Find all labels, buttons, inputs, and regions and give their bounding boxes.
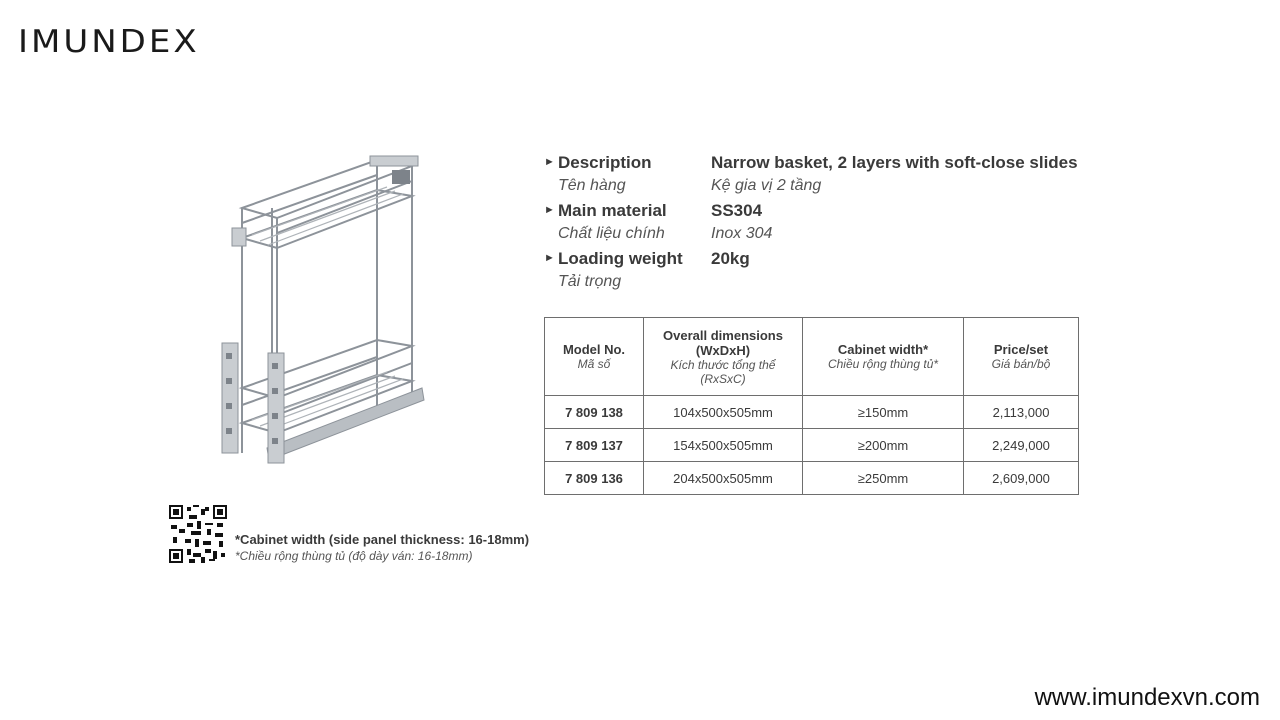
spec-value: Narrow basket, 2 layers with soft-close slides: [711, 153, 1078, 172]
spec-value-vi: Inox 304: [711, 225, 773, 242]
spec-label-vi: Tải trọng: [558, 273, 622, 290]
cell-price: 2,609,000: [964, 462, 1079, 495]
table-row: [545, 462, 1079, 495]
spec-label-vi: Tên hàng: [558, 177, 626, 194]
spec-list: [544, 152, 1104, 296]
cell-price: 2,249,000: [964, 429, 1079, 462]
spec-value: 20kg: [711, 249, 750, 268]
bullet-arrow-icon: ►: [544, 204, 555, 216]
bullet-arrow-icon: ►: [544, 156, 555, 168]
header-cabinet-width: Cabinet width* Chiều rộng thùng tủ*: [803, 318, 964, 396]
spec-value: SS304: [711, 201, 763, 220]
spec-weight: [544, 248, 1104, 272]
spec-label-vi: Chất liệu chính: [558, 225, 665, 242]
product-image: [212, 148, 442, 478]
footnote-en: *Cabinet width (side panel thickness: 16-18mm): [235, 532, 530, 547]
cell-cabinet-width: ≥150mm: [803, 396, 964, 429]
cell-cabinet-width: ≥200mm: [803, 429, 964, 462]
cell-cabinet-width: ≥250mm: [803, 462, 964, 495]
cell-model: 7 809 138: [545, 396, 644, 429]
cell-model: 7 809 136: [545, 462, 644, 495]
spec-label: Loading weight: [558, 249, 683, 268]
spec-label: Main material: [558, 201, 667, 220]
spec-description-vi: [544, 176, 1104, 200]
footnote-vi: *Chiều rộng thùng tủ (độ dày ván: 16-18mm): [235, 549, 473, 563]
cell-dimensions: 104x500x505mm: [644, 396, 803, 429]
header-model: Model No. Mã số: [545, 318, 644, 396]
spec-label: Description: [558, 153, 652, 172]
bullet-arrow-icon: ►: [544, 252, 555, 264]
spec-material-vi: [544, 224, 1104, 248]
cell-model: 7 809 137: [545, 429, 644, 462]
spec-material: [544, 200, 1104, 224]
brand-logo: IMUNDEX: [18, 23, 200, 61]
header-price: Price/set Giá bán/bộ: [964, 318, 1079, 396]
website-link[interactable]: www.imundexvn.com: [1034, 684, 1260, 711]
table-row: [545, 429, 1079, 462]
cell-dimensions: 154x500x505mm: [644, 429, 803, 462]
header-dimensions: Overall dimensions (WxDxH) Kích thước tổng thể (RxSxC): [644, 318, 803, 396]
footnote: [235, 532, 529, 563]
spec-value-vi: Kệ gia vị 2 tầng: [711, 177, 822, 194]
spec-description: [544, 152, 1104, 176]
table-header-row: [545, 318, 1079, 396]
cell-dimensions: 204x500x505mm: [644, 462, 803, 495]
table-row: [545, 396, 1079, 429]
cell-price: 2,113,000: [964, 396, 1079, 429]
qr-code-icon[interactable]: [169, 505, 227, 563]
spec-weight-vi: [544, 272, 1104, 296]
model-table: [544, 317, 1079, 495]
